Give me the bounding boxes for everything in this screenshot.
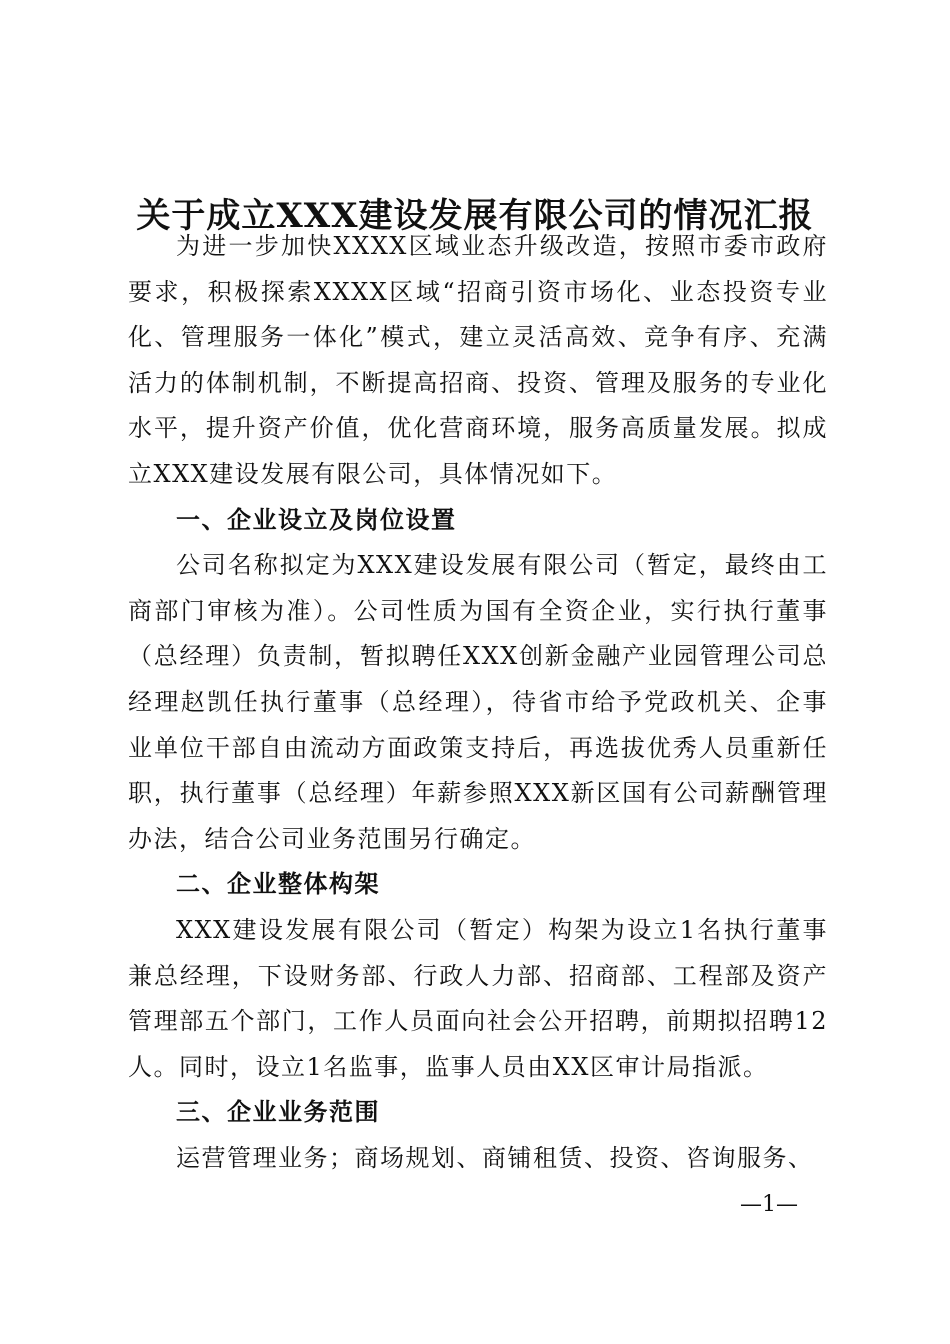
page-number: —1— xyxy=(740,1192,798,1217)
section-1-heading: 一、企业设立及岗位设置 xyxy=(176,505,457,534)
section-1-paragraph: 公司名称拟定为XXX建设发展有限公司（暂定，最终由工商部门审核为准）。公司性质为国有全资企业，实行执行董事（总经理）负责制，暂拟聘任XXX创新金融产业园管理公司总经理赵凯任执行董事（总经理），待省市给予党政机关、企事业单位干部自由流动方面政策支持后，再选拔优秀人员重新任职，执行董事（总经理）年薪参照XXX新区国有公司薪酬管理办法，结合公司业务范围另行确定。 xyxy=(128,551,828,853)
intro-paragraph: 为进一步加快XXXX区域业态升级改造，按照市委市政府要求，积极探索XXXX区域“招商引资市场化、业态投资专业化、管理服务一体化”模式，建立灵活高效、竞争有序、充满活力的体制机制，不断提高招商、投资、管理及服务的专业化水平，提升资产价值，优化营商环境，服务高质量发展。拟成立XXX建设发展有限公司，具体情况如下。 xyxy=(128,232,828,488)
section-2-paragraph: XXX建设发展有限公司（暂定）构架为设立1名执行董事兼总经理，下设财务部、行政人力部、招商部、工程部及资产管理部五个部门，工作人员面向社会公开招聘，前期拟招聘12人。同时，设立1名监事，监事人员由XX区审计局指派。 xyxy=(128,915,828,1081)
document-title: 关于成立XXX建设发展有限公司的情况汇报 xyxy=(136,195,814,236)
section-2-heading: 二、企业整体构架 xyxy=(176,870,380,899)
section-3-heading: 三、企业业务范围 xyxy=(176,1098,380,1127)
section-3-paragraph: 运营管理业务；商场规划、商铺租赁、投资、咨询服务、 xyxy=(176,1143,814,1172)
document-body xyxy=(128,224,828,1181)
